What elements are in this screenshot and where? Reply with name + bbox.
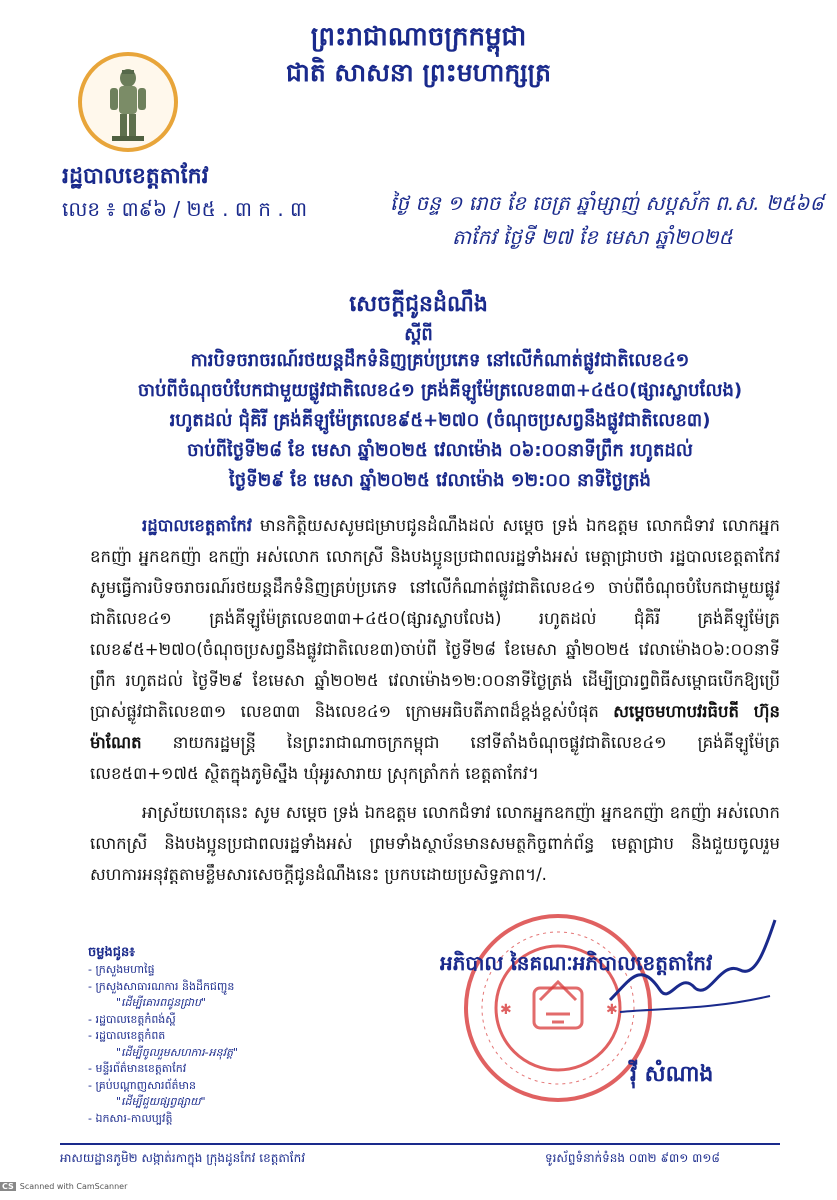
notice-body	[90, 510, 780, 890]
lunar-date: ថ្ងៃ ចន្ទ ១ រោច ខែ ចេត្រ ឆ្នាំម្សាញ់ សប្តស័ក ព.ស. ២៥៦៨	[390, 191, 824, 215]
body-issuer: រដ្ឋបាលខេត្តតាកែវ	[142, 516, 252, 535]
cc-item: - ក្រសួងសាធារណការ និងដឹកជញ្ជូន	[88, 979, 235, 993]
svg-text:✱: ✱	[606, 1002, 618, 1018]
subject-line: ចាប់ពីថ្ងៃទី២៨ ខែ មេសា ឆ្នាំ២០២៥ វេលាម៉ោង ០៦:០០នាទីព្រឹក រហូតដល់	[187, 440, 693, 461]
national-motto: ជាតិ សាសនា ព្រះមហាក្សត្រ	[286, 58, 551, 87]
reference-number: លេខ ៖ ៣៩៦ / ២៥ . ៣ ក . ៣	[62, 197, 308, 221]
body-text: មានកិត្តិយសសូមជម្រាបជូនដំណឹងដល់ សម្តេច ទ្រង់ ឯកឧត្តម លោកជំទាវ លោកអ្នកឧកញ៉ា អ្នកឧកញ៉ា ឧកញ៉ា អស់លោក លោកស្រី និងបងប្អូនប្រជាពលរដ្ឋទាំងអស់ មេត្តាជ្រាបថា រដ្ឋបាលខេត្តតាកែវ សូមធ្វើការបិទចរាចរណ៍រថយន្តដឹកទំនិញគ្រប់ប្រភេទ នៅលើកំណាត់ផ្លូវជាតិលេខ៤១ ចាប់ពីចំណុចបំបែកជាមួយផ្លូវជាតិលេខ៤១ គ្រង់គីឡូម៉ែត្រលេខ៣៣+៤៥០(ផ្សារស្លាបលែង) រហូតដល់ ជុំគិរី គ្រង់គីឡូម៉ែត្រលេខ៩៥+២៧០(ចំណុចប្រសព្វនឹងផ្លូវជាតិលេខ៣)ចាប់ពី ថ្ងៃទី២៨ ខែមេសា ឆ្នាំ២០២៥ វេលាម៉ោង០៦:០០នាទីព្រឹក រហូតដល់ ថ្ងៃទី២៩ ខែមេសា ឆ្នាំ២០២៥ វេលាម៉ោង១២:០០នាទីថ្ងៃត្រង់ ដើម្បីប្រារព្ធពិធីសម្ពោធបើកឱ្យប្រើប្រាស់ផ្លូវជាតិលេខ៣១ លេខ៣៣ និងលេខ៤១ ក្រោមអធិបតីភាពដ៏ខ្ពង់ខ្ពស់បំផុត	[90, 516, 780, 721]
footer-address: អាសយដ្ឋានភូមិ២ សង្កាត់រកាក្នុង ក្រុងដូនកែវ ខេត្តតាកែវ	[60, 1151, 305, 1165]
subject-line: ការបិទចរាចរណ៍រថយន្តដឹកទំនិញគ្រប់ប្រភេទ នៅលើកំណាត់ផ្លូវជាតិលេខ៤១	[190, 350, 690, 371]
cc-item: - មន្ទីរព័ត៌មានខេត្តតាកែវ	[88, 1062, 187, 1075]
cc-item: - ក្រសួងមហាផ្ទៃ	[88, 963, 155, 976]
notice-about: ស្តីពី	[404, 324, 433, 345]
issuer-name: រដ្ឋបាលខេត្តតាកែវ	[62, 164, 209, 189]
signatory-name: វ៉ី សំណាង	[630, 1062, 714, 1087]
cc-list	[88, 962, 348, 1127]
scanner-watermark	[0, 1182, 127, 1191]
cc-item: - ឯកសារ-កាលប្បវត្តិ	[88, 1111, 173, 1125]
cc-purpose: "ដើម្បីជួយផ្សព្វផ្សាយ"	[116, 1095, 206, 1108]
subject-line: ចាប់ពីចំណុចបំបែកជាមួយផ្លូវជាតិលេខ៤១ គ្រង់គីឡូម៉ែត្រលេខ៣៣+៤៥០(ផ្សារស្លាបលែង)	[137, 380, 743, 401]
notice-title: សេចក្តីជូនដំណឹង	[349, 292, 488, 317]
svg-text:✱: ✱	[500, 1002, 512, 1018]
cc-purpose: "ដើម្បីចូលរួមសហការ-អនុវត្ត"	[116, 1045, 239, 1059]
body-paragraph-2: អាស្រ័យហេតុនេះ សូម សម្តេច ទ្រង់ ឯកឧត្តម លោកជំទាវ លោកអ្នកឧកញ៉ា អ្នកឧកញ៉ា ឧកញ៉ា អស់លោក លោកស្រី និងបងប្អូនប្រជាពលរដ្ឋទាំងអស់ ព្រមទាំងស្ថាប័នមានសមត្ថកិច្ចពាក់ព័ន្ធ មេត្តាជ្រាប និងជួយចូលរួមសហការអនុវត្តតាមខ្លឹមសារសេចក្តីជូនដំណឹងនេះ ប្រកបដោយប្រសិទ្ធភាព។/.	[90, 803, 780, 884]
kingdom-title: ព្រះរាជាណាចក្រកម្ពុជា	[310, 22, 527, 52]
scanner-text: Scanned with CamScanner	[19, 1182, 128, 1191]
footer-divider	[60, 1143, 780, 1145]
body-text-tail: នាយករដ្ឋមន្ត្រី នៃព្រះរាជាណាចក្រកម្ពុជា នៅទីតាំងចំណុចផ្លូវជាតិលេខ៤១ គ្រង់គីឡូម៉ែត្រលេខ៥៣+១៧៥ ស្ថិតក្នុងភូមិស្នឹង ឃុំអូរសារាយ ស្រុកត្រាំកក់ ខេត្តតាកែវ។	[90, 733, 780, 783]
cc-purpose: "ដើម្បីគោរពជូនជ្រាប"	[116, 996, 206, 1009]
cc-item: - រដ្ឋបាលខេត្តកំពង់ស្ពឺ	[88, 1012, 176, 1026]
cc-item: - រដ្ឋបាលខេត្តកំពត	[88, 1029, 166, 1042]
notice-subject	[120, 346, 760, 496]
signatory-title: អភិបាល នៃគណៈអភិបាលខេត្តតាកែវ	[440, 951, 713, 975]
body-paragraph-1	[90, 510, 780, 789]
cc-title: ចម្លងជូន៖	[88, 945, 135, 960]
subject-line: រហូតដល់ ជុំគិរី គ្រង់គីឡូម៉ែត្រលេខ៩៥+២៧០ (ចំណុចប្រសព្វនឹងផ្លូវជាតិលេខ៣)	[169, 410, 711, 431]
body-leader: សម្តេចមហាបវរធិបតី ហ៊ុន ម៉ាណែត	[90, 702, 780, 752]
cc-item: - គ្រប់បណ្តាញសារព័ត៌មាន	[88, 1078, 196, 1092]
footer-phone: ទូរស័ព្ទទំនាក់ទំនង ០៣២ ៩៣១ ៣១៨	[545, 1151, 720, 1165]
provincial-emblem-icon	[78, 52, 178, 152]
subject-line: ថ្ងៃទី២៩ ខែ មេសា ឆ្នាំ២០២៥ វេលាម៉ោង ១២:០០ នាទីថ្ងៃត្រង់	[229, 470, 651, 491]
solar-date: តាកែវ ថ្ងៃទី ២៧ ខែ មេសា ឆ្នាំ២០២៥	[452, 225, 733, 249]
camscanner-badge-icon: CS	[2, 1182, 14, 1191]
